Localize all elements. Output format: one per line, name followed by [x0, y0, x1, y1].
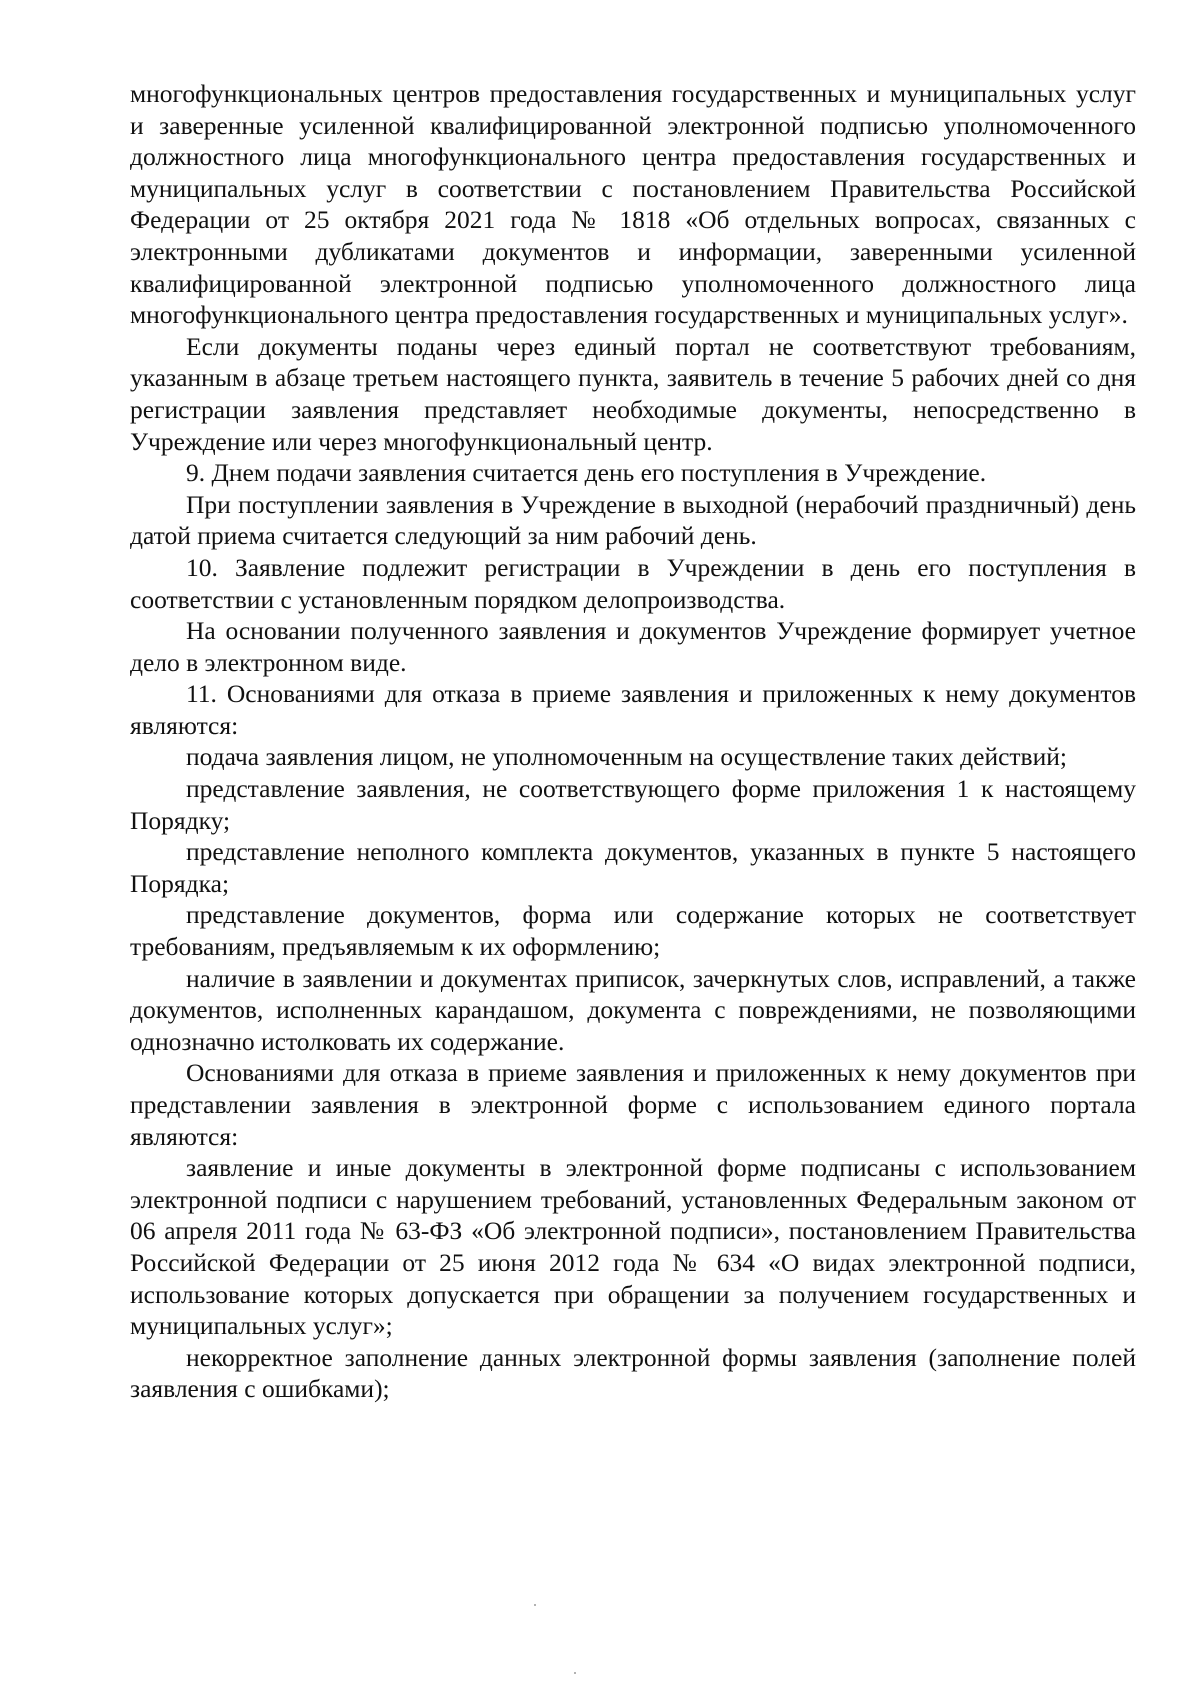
- paragraph: представление заявления, не соответствующего форме приложения 1 к настоящему Порядку;: [130, 774, 1136, 835]
- paragraph: При поступлении заявления в Учреждение в выходной (нерабочий праздничный) день датой приема считается следующий за ним рабочий день.: [130, 489, 1136, 551]
- paragraph: подача заявления лицом, не уполномоченным на осуществление таких действий;: [186, 742, 1067, 772]
- document-body: [130, 78, 1136, 1405]
- paragraph: многофункциональных центров предоставления государственных и муниципальных услуг и заверенные усиленной квалифицированной электронной подписью уполномоченного должностного лица многофункционального центра предоставления государственных и муниципальных услуг в соответствии с постановлением Правительства Российской Федерации от 25 октября 2021 года № 1818 «Об отдельных вопросах, связанных с электронными дубликатами документов и информации, заверенными усиленной квалифицированной электронной подписью уполномоченного должностного лица многофункционального центра предоставления государственных и муниципальных услуг».: [130, 79, 1136, 330]
- paragraph: некорректное заполнение данных электронной формы заявления (заполнение полей заявления с ошибками);: [130, 1342, 1136, 1404]
- paragraph: Если документы поданы через единый портал не соответствуют требованиям, указанным в абзаце третьем настоящего пункта, заявитель в течение 5 рабочих дней со дня регистрации заявления представляет необходимые документы, непосредственно в Учреждение или через многофункциональный центр.: [130, 331, 1136, 456]
- paragraph: 9. Днем подачи заявления считается день его поступления в Учреждение.: [186, 458, 987, 488]
- paragraph: 11. Основаниями для отказа в приеме заявления и приложенных к нему документов являются:: [130, 679, 1136, 740]
- paragraph: представление неполного комплекта документов, указанных в пункте 5 настоящего Порядка;: [130, 837, 1136, 898]
- paragraph: Основаниями для отказа в приеме заявления и приложенных к нему документов при представлении заявления в электронной форме с использованием единого портала являются:: [130, 1058, 1136, 1151]
- scan-speck: [574, 1672, 576, 1674]
- paragraph: заявление и иные документы в электронной форме подписаны с использованием электронной подписи с нарушением требований, установленных Федеральным законом от 06 апреля 2011 года № 63-ФЗ «Об электронной подписи», постановлением Правительства Российской Федерации от 25 июня 2012 года № 634 «О видах электронной подписи, использование которых допускается при обращении за получением государственных и муниципальных услуг»;: [130, 1153, 1136, 1341]
- paragraph: На основании полученного заявления и документов Учреждение формирует учетное дело в электронном виде.: [130, 616, 1136, 677]
- paragraph: представление документов, форма или содержание которых не соответствует требованиям, предъявляемым к их оформлению;: [130, 900, 1136, 962]
- paragraph: 10. Заявление подлежит регистрации в Учреждении в день его поступления в соответствии с установленным порядком делопроизводства.: [130, 552, 1136, 614]
- scan-speck: [534, 1604, 536, 1606]
- paragraph: наличие в заявлении и документах приписок, зачеркнутых слов, исправлений, а также документов, исполненных карандашом, документа с повреждениями, не позволяющими однозначно истолковать их содержание.: [130, 963, 1136, 1056]
